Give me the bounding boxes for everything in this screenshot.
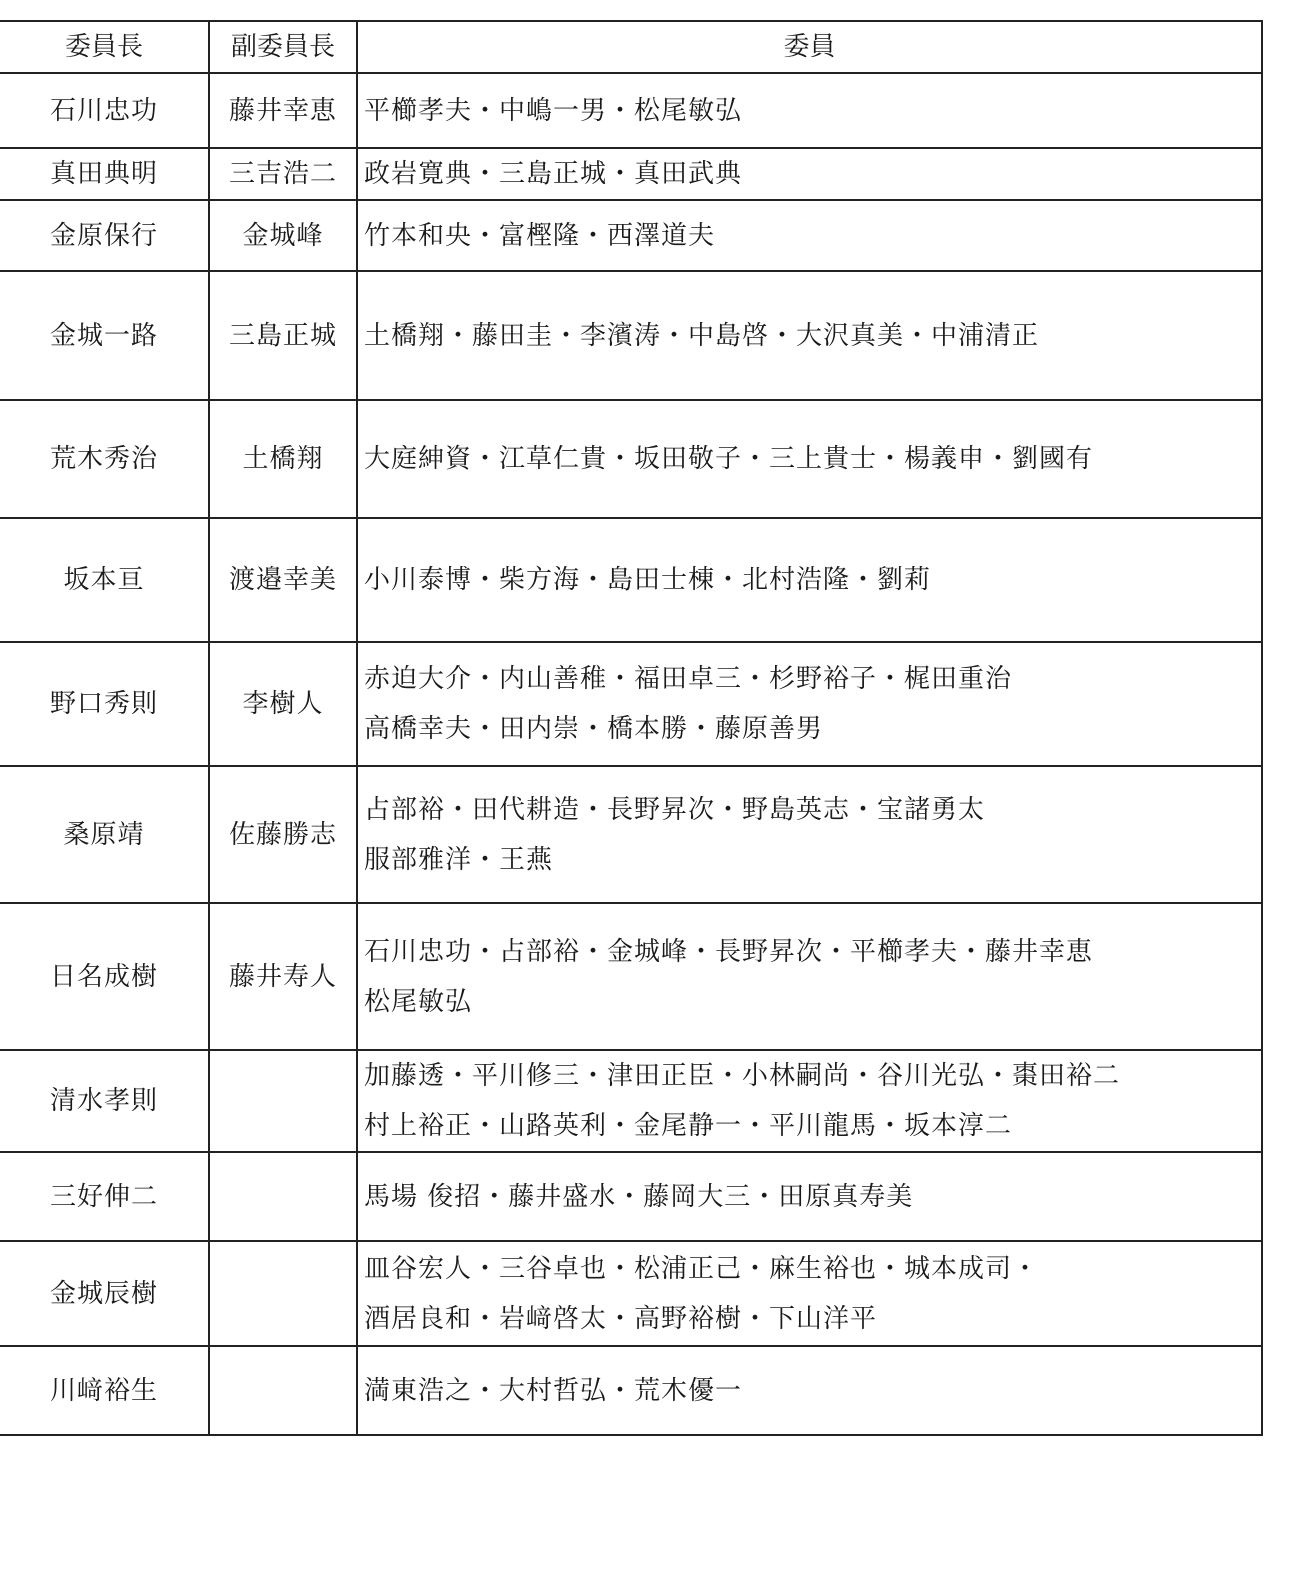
member-list-line: 満東浩之・大村哲弘・荒木優一 [364,1375,743,1406]
chair-cell: 川﨑裕生 [0,1346,209,1435]
header-row [0,21,1262,73]
table-row [0,1152,1262,1241]
vice-chair-cell: 金城峰 [209,200,357,271]
chair-cell: 金城辰樹 [0,1241,209,1346]
members-cell [357,200,1262,271]
vice-chair-cell: 藤井幸恵 [209,73,357,148]
chair-cell: 真田典明 [0,148,209,200]
chair-cell: 荒木秀治 [0,400,209,518]
member-list-line: 皿谷宏人・三谷卓也・松浦正己・麻生裕也・城本成司・ [364,1253,1040,1284]
members-cell [357,1346,1262,1435]
table-row [0,271,1262,400]
member-list-line: 小川泰博・柴方海・島田士棟・北村浩隆・劉莉 [364,565,932,595]
chair-cell: 清水孝則 [0,1050,209,1152]
member-list-line: 赤迫大介・内山善稚・福田卓三・杉野裕子・梶田重治 [364,664,1013,694]
members-cell [357,518,1262,642]
members-cell [357,1241,1262,1346]
table-row [0,642,1262,766]
vice-chair-cell: 李樹人 [209,642,357,766]
vice-chair-cell: 藤井寿人 [209,903,357,1050]
table-row [0,1241,1262,1346]
vice-chair-cell [209,1241,357,1346]
header-vice-chair: 副委員長 [209,21,357,73]
table-row [0,1050,1262,1152]
table-row [0,200,1262,271]
vice-chair-cell [209,1152,357,1241]
vice-chair-cell: 佐藤勝志 [209,766,357,903]
table-row [0,73,1262,148]
chair-cell: 日名成樹 [0,903,209,1050]
chair-cell: 三好伸二 [0,1152,209,1241]
member-list-line: 大庭紳資・江草仁貴・坂田敬子・三上貴士・楊義申・劉國有 [364,444,1094,474]
vice-chair-cell: 渡邉幸美 [209,518,357,642]
member-list-line: 高橋幸夫・田内崇・橋本勝・藤原善男 [364,714,824,744]
members-cell [357,1152,1262,1241]
members-cell [357,903,1262,1050]
vice-chair-cell [209,1346,357,1435]
member-list-line: 馬場 俊招・藤井盛水・藤岡大三・田原真寿美 [364,1181,914,1212]
members-cell [357,766,1262,903]
member-list-line: 村上裕正・山路英利・金尾静一・平川龍馬・坂本淳二 [364,1111,1013,1141]
table-row [0,903,1262,1050]
header-members: 委員 [357,21,1262,73]
chair-cell: 石川忠功 [0,73,209,148]
members-cell [357,271,1262,400]
member-list-line: 松尾敏弘 [364,986,473,1017]
table-row [0,518,1262,642]
committee-table [0,20,1263,1436]
members-cell [357,1050,1262,1152]
chair-cell: 金城一路 [0,271,209,400]
vice-chair-cell: 土橋翔 [209,400,357,518]
vice-chair-cell [209,1050,357,1152]
member-list-line: 服部雅洋・王燕 [364,844,554,875]
vice-chair-cell: 三吉浩二 [209,148,357,200]
vice-chair-cell: 三島正城 [209,271,357,400]
chair-cell: 桑原靖 [0,766,209,903]
members-cell [357,148,1262,200]
member-list-line: 加藤透・平川修三・津田正臣・小林嗣尚・谷川光弘・棗田裕二 [364,1061,1121,1091]
member-list-line: 政岩寛典・三島正城・真田武典 [364,159,743,189]
member-list-line: 竹本和央・富樫隆・西澤道夫 [364,220,716,251]
table-body [0,73,1262,1435]
member-list-line: 酒居良和・岩﨑啓太・高野裕樹・下山洋平 [364,1303,878,1334]
member-list-line: 平櫛孝夫・中嶋一男・松尾敏弘 [364,95,743,126]
members-cell [357,73,1262,148]
table-row [0,766,1262,903]
chair-cell: 坂本亘 [0,518,209,642]
table-row [0,148,1262,200]
members-cell [357,642,1262,766]
table-row [0,1346,1262,1435]
member-list-line: 土橋翔・藤田圭・李濱涛・中島啓・大沢真美・中浦清正 [364,320,1040,351]
chair-cell: 野口秀則 [0,642,209,766]
table-row [0,400,1262,518]
chair-cell: 金原保行 [0,200,209,271]
member-list-line: 占部裕・田代耕造・長野昇次・野島英志・宝諸勇太 [364,794,986,825]
members-cell [357,400,1262,518]
header-chair: 委員長 [0,21,209,73]
member-list-line: 石川忠功・占部裕・金城峰・長野昇次・平櫛孝夫・藤井幸恵 [364,936,1094,967]
